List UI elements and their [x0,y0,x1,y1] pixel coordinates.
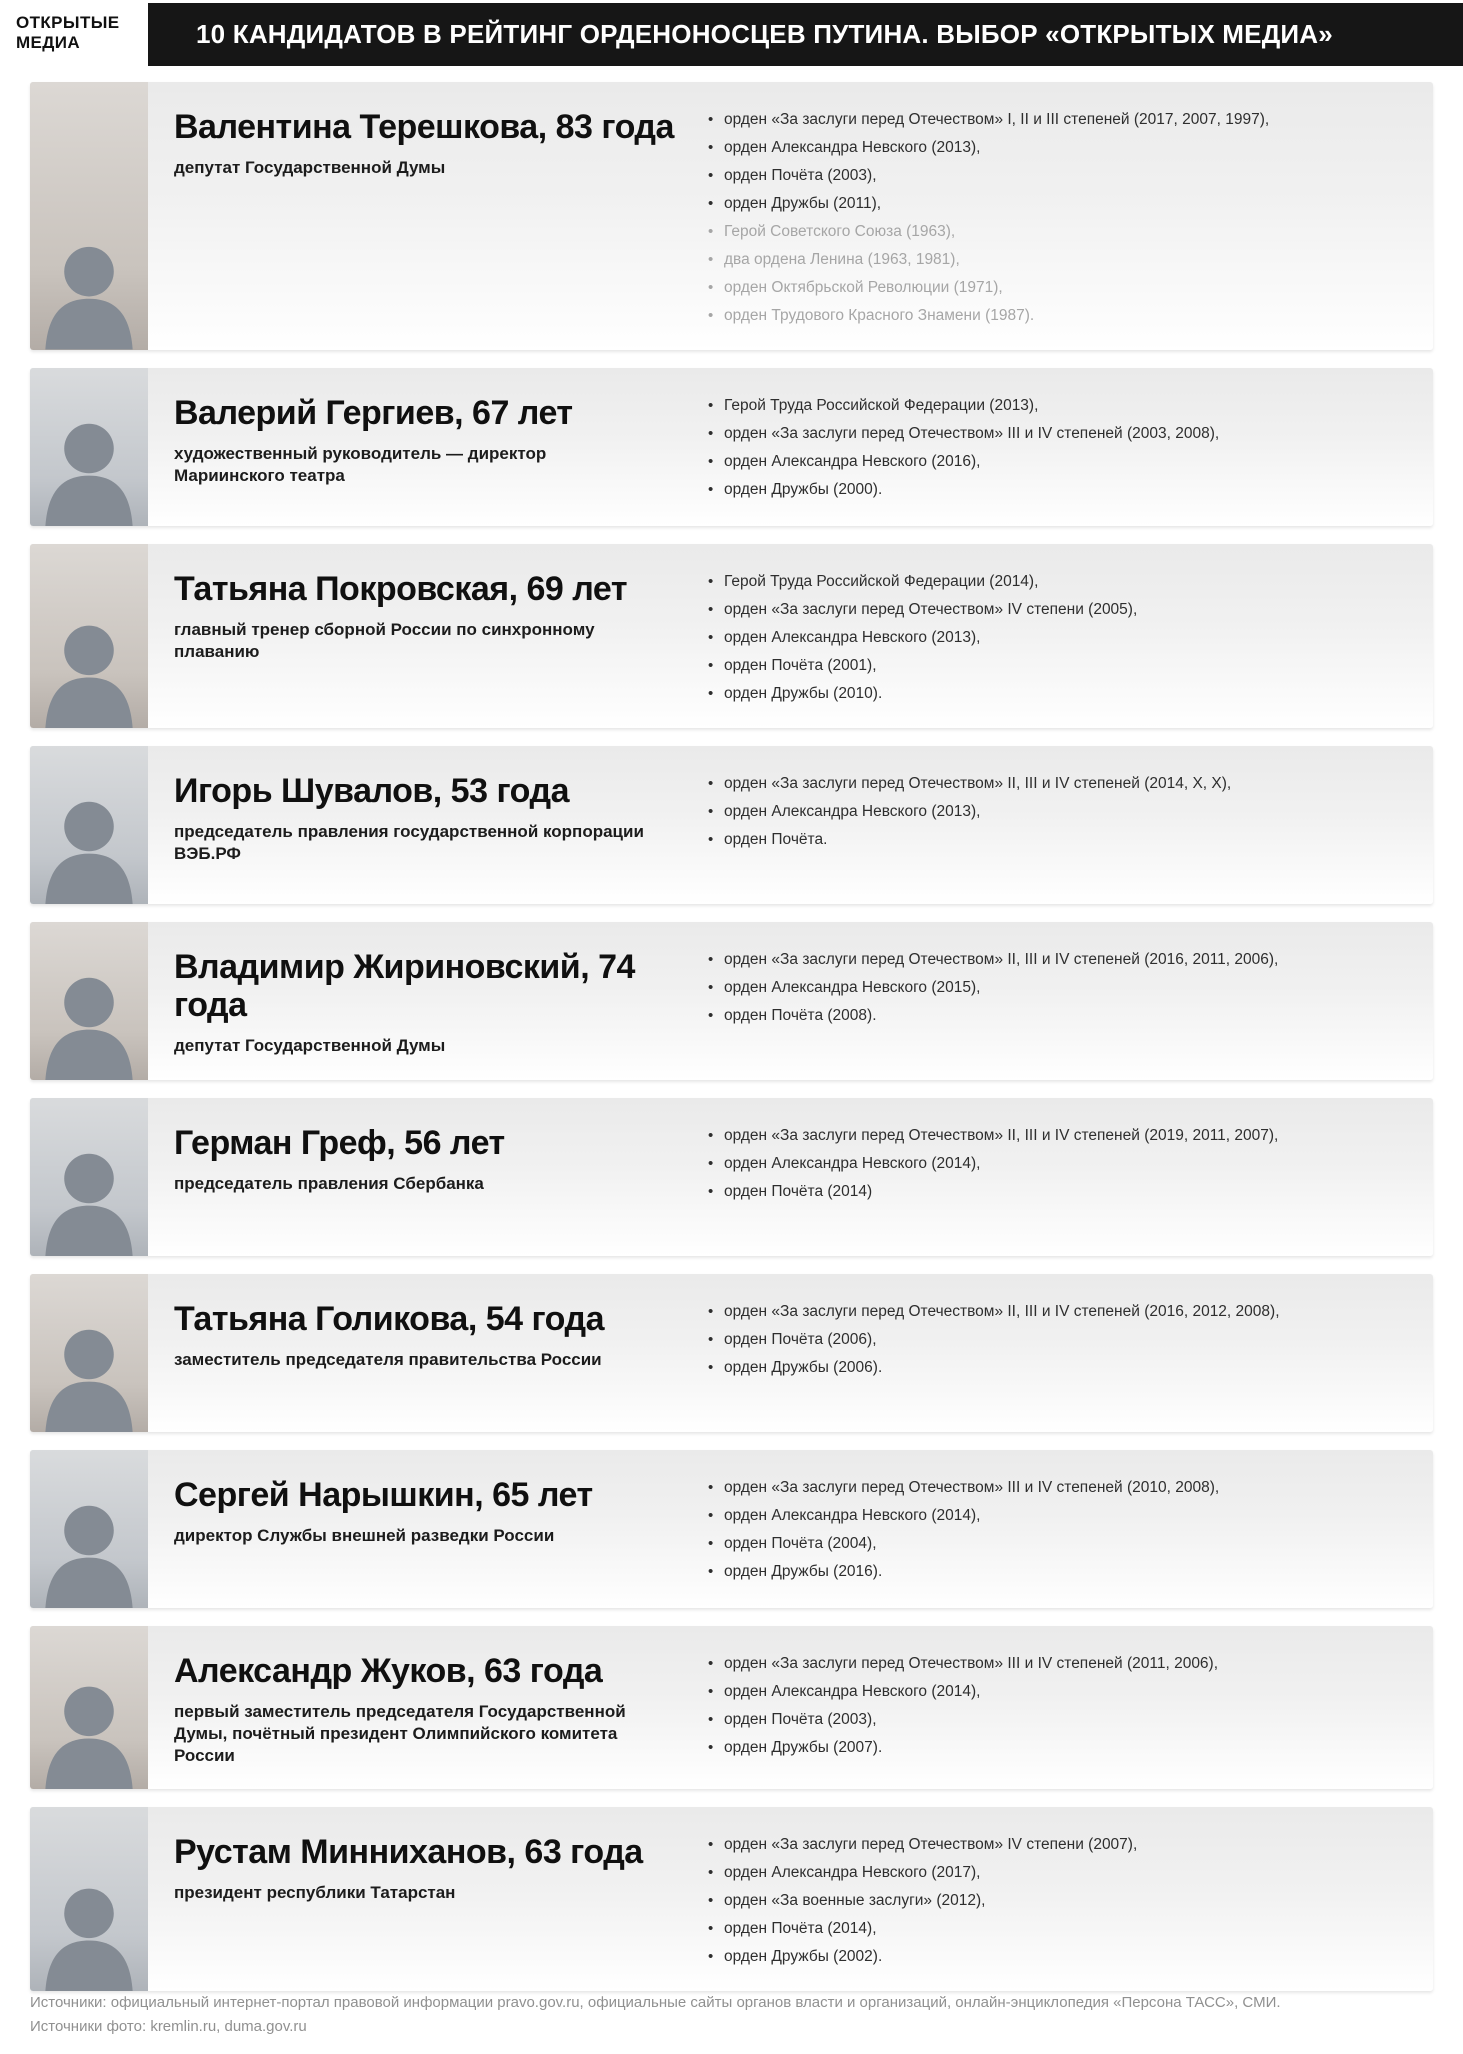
person-card [30,746,1433,904]
award-text: орден «За заслуги перед Отечеством» II, III и IV степеней (2019, 2011, 2007), [724,1127,1279,1144]
award-item [708,1354,1409,1382]
award-item [708,680,1409,708]
person-silhouette-icon [30,1822,148,1991]
award-item [708,246,1409,274]
award-text: орден Дружбы (2016). [724,1563,883,1580]
awards-list [708,1807,1433,1991]
award-text: орден Почёта (2001), [724,657,877,674]
award-text: орден Александра Невского (2016), [724,453,981,470]
award-item [708,1002,1409,1030]
person-card [30,544,1433,728]
awards-list [708,82,1433,350]
award-text: орден Александра Невского (2013), [724,629,981,646]
person-card [30,1626,1433,1789]
award-text: орден Почёта (2003), [724,167,877,184]
award-item [708,826,1409,854]
award-item [708,1122,1409,1150]
bullet-dot-icon: • [708,573,714,590]
sources-line: Источники: официальный интернет-портал правовой информации pravo.gov.ru, официальные сайты органов власти и организаций, онлайн-энциклопедия «Персона ТАСС», СМИ. [30,1994,1281,2012]
award-text: орден Почёта (2008). [724,1007,877,1024]
award-text: орден Дружбы (2007). [724,1739,883,1756]
bullet-dot-icon: • [708,251,714,268]
person-name: Валентина Терешкова, 83 года [174,108,674,146]
person-info [148,1274,708,1432]
person-info [148,922,708,1080]
person-name: Игорь Шувалов, 53 года [174,772,569,810]
person-info [148,1450,708,1608]
award-text: орден «За заслуги перед Отечеством» II, III и IV степеней (2014, X, X), [724,775,1232,792]
person-card [30,82,1433,350]
bullet-dot-icon: • [708,1948,714,1966]
person-role: председатель правления Сбербанка [174,1174,484,1194]
award-item [708,1859,1409,1887]
person-photo [30,1450,148,1608]
person-photo [30,368,148,526]
person-photo [30,1098,148,1256]
award-text: орден Почёта (2003), [724,1711,877,1728]
award-text: орден «За военные заслуги» (2012), [724,1892,986,1910]
award-text: орден Почёта (2004), [724,1535,877,1552]
person-info [148,1626,708,1789]
award-item [708,190,1409,218]
person-info [148,746,708,904]
award-item [708,1502,1409,1530]
bullet-dot-icon: • [708,1507,714,1524]
bullet-dot-icon: • [708,167,714,184]
person-silhouette-icon [30,1639,148,1789]
bullet-dot-icon: • [708,307,714,324]
awards-list [708,922,1433,1080]
award-item [708,392,1409,420]
bullet-dot-icon: • [708,1183,714,1200]
award-item [708,274,1409,302]
award-item [708,1943,1409,1971]
award-text: орден Александра Невского (2014), [724,1155,981,1172]
award-item [708,1530,1409,1558]
award-text: Герой Труда Российской Федерации (2013), [724,397,1039,414]
award-item [708,106,1409,134]
person-card [30,1274,1433,1432]
award-item [708,596,1409,624]
award-item [708,1915,1409,1943]
award-item [708,162,1409,190]
award-item [708,1298,1409,1326]
award-item [708,1326,1409,1354]
person-role: директор Службы внешней разведки России [174,1526,555,1546]
person-silhouette-icon [30,1287,148,1432]
person-role: председатель правления государственной корпорации ВЭБ.РФ [174,822,644,864]
bullet-dot-icon: • [708,1535,714,1552]
bullet-dot-icon: • [708,1683,714,1700]
award-item [708,652,1409,680]
bullet-dot-icon: • [708,1711,714,1728]
award-item [708,770,1409,798]
bullet-dot-icon: • [708,1864,714,1882]
person-info [148,368,708,526]
person-silhouette-icon [30,759,148,904]
person-silhouette-icon [30,1111,148,1256]
person-name: Александр Жуков, 63 года [174,1652,603,1690]
bullet-dot-icon: • [708,1303,714,1320]
award-item [708,1887,1409,1915]
title-bar [148,3,1463,66]
bullet-dot-icon: • [708,1563,714,1580]
award-item [708,302,1409,330]
award-item [708,1150,1409,1178]
award-text: два ордена Ленина (1963, 1981), [724,251,960,268]
person-name: Валерий Гергиев, 67 лет [174,394,573,432]
award-item [708,448,1409,476]
award-text: орден Александра Невского (2017), [724,1864,981,1882]
awards-list [708,1626,1433,1789]
award-text: орден «За заслуги перед Отечеством» IV степени (2007), [724,1836,1138,1854]
person-photo [30,1807,148,1991]
bullet-dot-icon: • [708,685,714,702]
award-item [708,420,1409,448]
person-role: первый заместитель председателя Государственной Думы, почётный президент Олимпийского комитета России [174,1702,626,1766]
bullet-dot-icon: • [708,1331,714,1348]
award-item [708,798,1409,826]
bullet-dot-icon: • [708,1155,714,1172]
award-text: орден Трудового Красного Знамени (1987). [724,307,1035,324]
person-name: Сергей Нарышкин, 65 лет [174,1476,593,1514]
awards-list [708,1274,1433,1432]
person-photo [30,82,148,350]
award-item [708,946,1409,974]
award-item [708,134,1409,162]
awards-list [708,1098,1433,1256]
award-text: орден Почёта. [724,831,828,848]
award-text: орден «За заслуги перед Отечеством» III и IV степеней (2003, 2008), [724,425,1220,442]
awards-list [708,544,1433,728]
award-text: орден Дружбы (2006). [724,1359,883,1376]
award-item [708,974,1409,1002]
awards-list [708,1450,1433,1608]
award-text: орден Александра Невского (2014), [724,1507,981,1524]
person-info [148,544,708,728]
header [0,0,1463,66]
person-card [30,922,1433,1080]
person-role: главный тренер сборной России по синхронному плаванию [174,620,595,662]
bullet-dot-icon: • [708,775,714,792]
person-info [148,1098,708,1256]
person-info [148,1807,708,1991]
person-role: заместитель председателя правительства России [174,1350,602,1370]
award-item [708,1734,1409,1762]
award-text: орден «За заслуги перед Отечеством» III и IV степеней (2010, 2008), [724,1479,1220,1496]
infographic-title: 10 КАНДИДАТОВ В РЕЙТИНГ ОРДЕНОНОСЦЕВ ПУТИНА. ВЫБОР «ОТКРЫТЫХ МЕДИА» [196,19,1333,49]
bullet-dot-icon: • [708,425,714,442]
award-item [708,1678,1409,1706]
bullet-dot-icon: • [708,111,714,128]
bullet-dot-icon: • [708,453,714,470]
award-text: орден «За заслуги перед Отечеством» II, III и IV степеней (2016, 2011, 2006), [724,951,1279,968]
bullet-dot-icon: • [708,1127,714,1144]
award-text: орден «За заслуги перед Отечеством» I, II и III степеней (2017, 2007, 1997), [724,111,1270,128]
award-text: Герой Труда Российской Федерации (2014), [724,573,1039,590]
logo-line-2: МЕДИА [16,33,81,52]
photo-sources-line: Источники фото: kremlin.ru, duma.gov.ru [30,2017,307,2035]
award-text: орден Почёта (2014), [724,1920,877,1938]
bullet-dot-icon: • [708,139,714,156]
award-text: орден «За заслуги перед Отечеством» IV степени (2005), [724,601,1138,618]
bullet-dot-icon: • [708,979,714,996]
award-item [708,218,1409,246]
person-silhouette-icon [30,381,148,526]
awards-list [708,368,1433,526]
award-item [708,1650,1409,1678]
bullet-dot-icon: • [708,223,714,240]
award-text: орден Почёта (2014) [724,1183,873,1200]
person-silhouette-icon [30,935,148,1080]
award-item [708,624,1409,652]
award-item [708,476,1409,504]
person-silhouette-icon [30,1463,148,1608]
bullet-dot-icon: • [708,481,714,498]
bullet-dot-icon: • [708,1892,714,1910]
bullet-dot-icon: • [708,1007,714,1024]
bullet-dot-icon: • [708,279,714,296]
bullet-dot-icon: • [708,629,714,646]
person-name: Рустам Минниханов, 63 года [174,1833,643,1872]
person-photo [30,544,148,728]
award-text: орден Александра Невского (2014), [724,1683,981,1700]
openmedia-logo [0,0,148,66]
bullet-dot-icon: • [708,1920,714,1938]
bullet-dot-icon: • [708,831,714,848]
award-text: орден Октябрьской Революции (1971), [724,279,1003,296]
person-name: Владимир Жириновский, 74 года [174,948,635,1025]
bullet-dot-icon: • [708,1655,714,1672]
award-text: орден «За заслуги перед Отечеством» II, III и IV степеней (2016, 2012, 2008), [724,1303,1280,1320]
person-card-list [0,66,1463,1991]
person-info [148,82,708,350]
person-card [30,1807,1433,1991]
person-name: Татьяна Голикова, 54 года [174,1300,604,1338]
bullet-dot-icon: • [708,195,714,212]
award-text: орден Дружбы (2000). [724,481,883,498]
person-role: депутат Государственной Думы [174,1036,446,1056]
award-text: орден Дружбы (2011), [724,195,882,212]
award-item [708,1178,1409,1206]
award-text: орден Александра Невского (2013), [724,803,981,820]
bullet-dot-icon: • [708,397,714,414]
person-silhouette-icon [30,103,148,350]
award-text: орден Почёта (2006), [724,1331,877,1348]
bullet-dot-icon: • [708,601,714,618]
person-name: Герман Греф, 56 лет [174,1124,505,1162]
person-silhouette-icon [30,559,148,728]
logo-line-1: ОТКРЫТЫЕ [16,12,120,32]
bullet-dot-icon: • [708,803,714,820]
bullet-dot-icon: • [708,951,714,968]
person-photo [30,922,148,1080]
person-photo [30,746,148,904]
bullet-dot-icon: • [708,1739,714,1756]
award-text: орден Александра Невского (2015), [724,979,981,996]
person-role: президент республики Татарстан [174,1883,456,1903]
award-item [708,1831,1409,1859]
award-text: Герой Советского Союза (1963), [724,223,956,240]
award-item [708,1706,1409,1734]
award-item [708,1474,1409,1502]
person-card [30,368,1433,526]
bullet-dot-icon: • [708,1836,714,1854]
award-text: орден «За заслуги перед Отечеством» III и IV степеней (2011, 2006), [724,1655,1219,1672]
bullet-dot-icon: • [708,1359,714,1376]
award-text: орден Александра Невского (2013), [724,139,981,156]
award-item [708,1558,1409,1586]
person-card [30,1450,1433,1608]
award-text: орден Дружбы (2002). [724,1948,883,1966]
award-text: орден Дружбы (2010). [724,685,883,702]
award-item [708,568,1409,596]
footer-sources [0,1991,1463,2054]
person-card [30,1098,1433,1256]
person-name: Татьяна Покровская, 69 лет [174,570,628,608]
bullet-dot-icon: • [708,657,714,674]
person-photo [30,1274,148,1432]
person-photo [30,1626,148,1789]
person-role: художественный руководитель — директор Мариинского театра [174,444,547,486]
bullet-dot-icon: • [708,1479,714,1496]
person-role: депутат Государственной Думы [174,158,446,178]
awards-list [708,746,1433,904]
